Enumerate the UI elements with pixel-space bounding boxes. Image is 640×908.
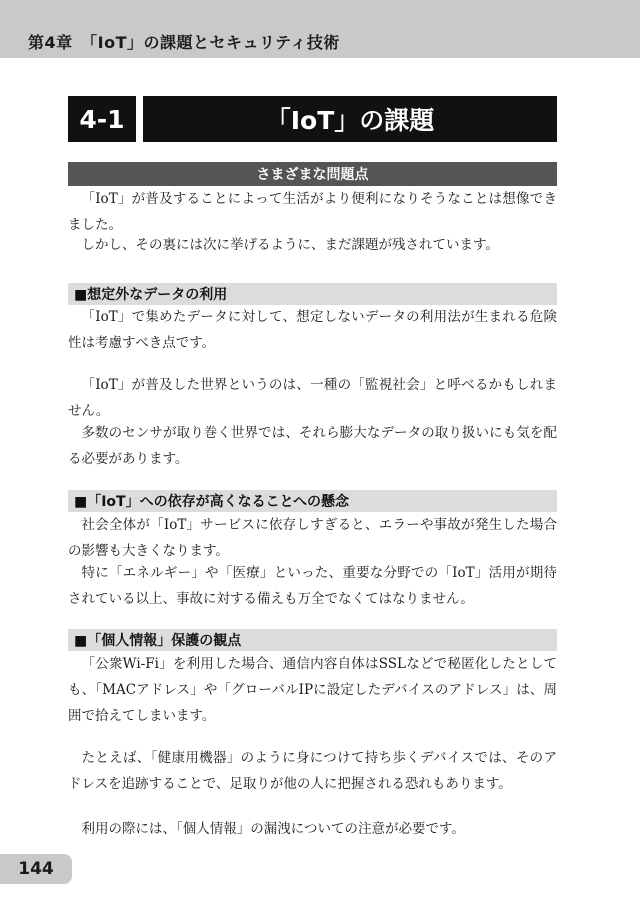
body-paragraph: 「IoT」が普及することによって生活がより便利になりそうなことは想像できました。 (68, 191, 557, 233)
topic-heading: ■想定外なデータの利用 (68, 283, 557, 305)
body-paragraph: 多数のセンサが取り巻く世界では、それら膨大なデータの取り扱いにも気を配る必要があります。 (68, 425, 557, 467)
body-paragraph: 「IoT」で集めたデータに対して、想定しないデータの利用法が生まれる危険性は考慮すべき点です。 (68, 309, 557, 351)
topic-heading: ■「個人情報」保護の観点 (68, 629, 557, 651)
chapter-header-band (0, 0, 640, 58)
topic-heading: ■「IoT」への依存が高くなることへの懸念 (68, 490, 557, 512)
section-title: 「IoT」の課題 (143, 96, 557, 142)
body-paragraph: 利用の際には、「個人情報」の漏洩についての注意が必要です。 (81, 821, 465, 837)
chapter-title: 第4章 「IoT」の課題とセキュリティ技術 (28, 33, 340, 52)
intro-heading: さまざまな問題点 (68, 162, 557, 186)
body-paragraph: しかし、その裏には次に挙げるように、まだ課題が残されています。 (81, 237, 499, 253)
body-paragraph: 「IoT」が普及した世界というのは、一種の「監視社会」と呼べるかもしれません。 (68, 377, 557, 419)
body-paragraph: 社会全体が「IoT」サービスに依存しすぎると、エラーや事故が発生した場合の影響も大きくなります。 (68, 517, 557, 559)
body-paragraph: 特に「エネルギー」や「医療」といった、重要な分野での「IoT」活用が期待されている以上、事故に対する備えも万全でなくてはなりません。 (68, 565, 557, 607)
page-number: 144 (0, 854, 72, 884)
section-number: 4-1 (68, 96, 136, 142)
body-paragraph: たとえば、「健康用機器」のように身につけて持ち歩くデバイスでは、そのアドレスを追跡することで、足取りが他の人に把握される恐れもあります。 (68, 750, 557, 792)
body-paragraph: 「公衆Wi-Fi」を利用した場合、通信内容自体はSSLなどで秘匿化したとしても、「MACアドレス」や「グローバルIPに設定したデバイスのアドレス」は、周囲で拾えてしまいます。 (68, 656, 557, 724)
